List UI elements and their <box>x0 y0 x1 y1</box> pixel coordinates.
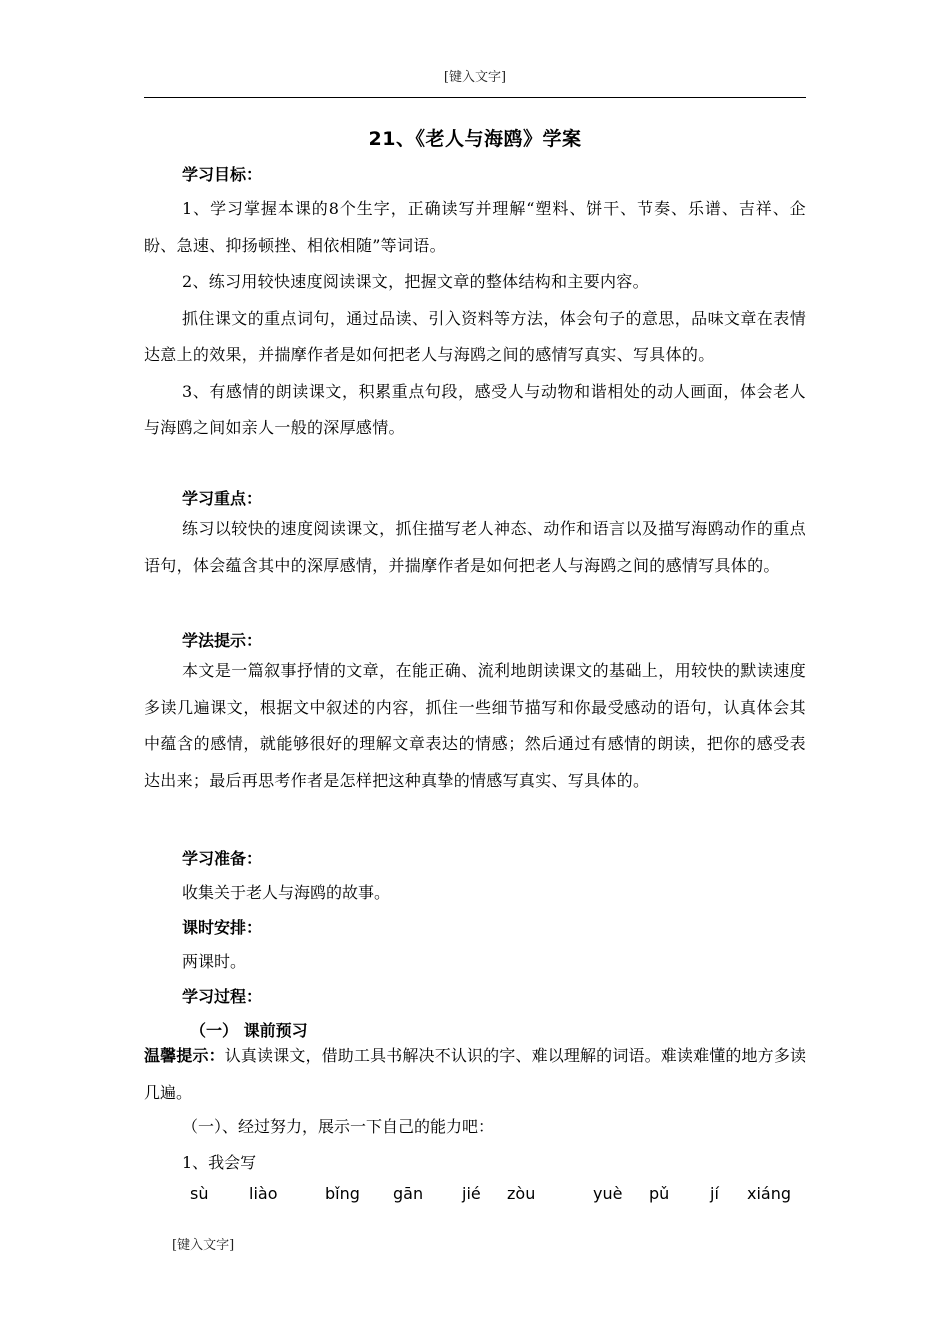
preparation-text: 收集关于老人与海鸥的故事。 <box>182 883 391 902</box>
header-divider <box>144 97 806 98</box>
objective-item: 1、学习掌握本课的8个生字，正确读写并理解“塑料、饼干、节奏、乐谱、吉祥、企盼、急速、抑扬顿挫、相依相随”等词语。 <box>144 199 806 255</box>
pinyin: pǔ <box>649 1184 670 1203</box>
method-text: 本文是一篇叙事抒情的文章，在能正确、流利地朗读课文的基础上，用较快的默读速度多读几遍课文，根据文中叙述的内容，抓住一些细节描写和你最受感动的语句，认真体会其中蕴含的感情，就能够很好的理解文章表达的情感；然后通过有感情的朗读，把你的感受表达出来；最后再思考作者是怎样把这种真挚的情感写真实、写具体的。 <box>144 661 806 790</box>
method-heading: 学法提示： <box>182 631 263 650</box>
pre-study-heading: （一） 课前预习 <box>190 1021 308 1040</box>
schedule-text: 两课时。 <box>182 952 247 971</box>
schedule-heading: 课时安排： <box>182 918 263 937</box>
preparation-heading: 学习准备： <box>182 849 263 868</box>
tip-text: 认真读课文，借助工具书解决不认识的字、难以理解的词语。难读难懂的地方多读几遍。 <box>144 1046 806 1102</box>
pinyin: sù <box>190 1184 209 1203</box>
key-points-text: 练习以较快的速度阅读课文，抓住描写老人神态、动作和语言以及描写海鸥动作的重点语句，体会蕴含其中的深厚感情，并揣摩作者是如何把老人与海鸥之间的感情写具体的。 <box>144 519 806 575</box>
pinyin: zòu <box>507 1184 536 1203</box>
task-line: （一）、经过努力，展示一下自己的能力吧： <box>182 1117 495 1136</box>
key-points-body <box>144 511 806 584</box>
objective-item: 抓住课文的重点词句，通过品读、引入资料等方法，体会句子的意思，品味文章在表情达意上的效果，并揣摩作者是如何把老人与海鸥之间的感情写真实、写具体的。 <box>144 308 806 364</box>
objectives-body <box>144 191 806 447</box>
tip-block <box>144 1038 806 1111</box>
objective-item: 2、练习用较快速度阅读课文，把握文章的整体结构和主要内容。 <box>182 272 649 291</box>
method-body <box>144 653 806 799</box>
key-points-heading: 学习重点： <box>182 489 263 508</box>
page-header: [键入文字] <box>443 70 507 85</box>
process-heading: 学习过程： <box>182 987 263 1006</box>
task-item: 1、我会写 <box>182 1153 257 1172</box>
objective-item: 3、有感情的朗读课文，积累重点句段，感受人与动物和谐相处的动人画面，体会老人与海鸥之间如亲人一般的深厚感情。 <box>144 381 806 437</box>
pinyin: gān <box>393 1184 424 1203</box>
pinyin: jié <box>462 1184 481 1203</box>
document-title: 21、《老人与海鸥》学案 <box>368 128 582 150</box>
objectives-heading: 学习目标： <box>182 165 263 184</box>
pinyin: bǐng <box>325 1184 360 1203</box>
pinyin: liào <box>249 1184 278 1203</box>
tip-label: 温馨提示： <box>144 1046 225 1065</box>
page-footer: [键入文字] <box>172 1238 235 1253</box>
pinyin: xiáng <box>747 1184 792 1203</box>
pinyin: yuè <box>593 1184 623 1203</box>
pinyin: jí <box>710 1184 719 1203</box>
pinyin-row <box>144 1184 806 1206</box>
